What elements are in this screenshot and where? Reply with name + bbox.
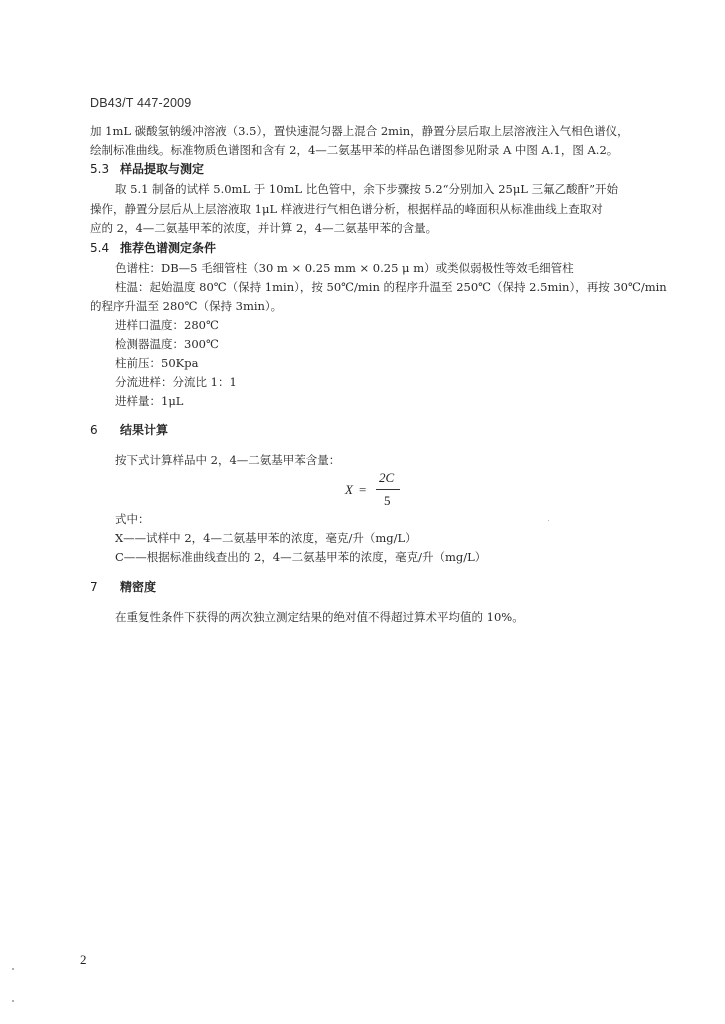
formula-numerator: 2C	[379, 470, 395, 485]
formula-where-label: 式中：	[115, 512, 150, 526]
formula-equals: =	[359, 482, 367, 497]
paragraph-line: 应的 2，4—二氨基甲苯的浓度，并计算 2，4—二氨基甲苯的含量。	[90, 221, 438, 235]
section-number: 6	[90, 423, 98, 437]
section-title: 结果计算	[120, 423, 169, 437]
formula-denominator: 5	[384, 493, 391, 508]
section-number: 5.4	[90, 241, 110, 255]
section-heading-5-3	[90, 163, 204, 175]
section-title: 精密度	[120, 580, 157, 594]
scan-speck	[548, 520, 549, 521]
paragraph-line: 按下式计算样品中 2，4—二氨基甲苯含量：	[115, 453, 341, 467]
paragraph-line: 在重复性条件下获得的两次独立测定结果的绝对值不得超过算术平均值的 10%。	[115, 610, 524, 624]
condition-detector-temp: 检测器温度：300℃	[115, 337, 219, 351]
document-id: DB43/T 447-2009	[90, 96, 192, 110]
formula	[345, 470, 405, 510]
condition-oven-temp: 柱温：起始温度 80℃（保持 1min），按 50℃/min 的程序升温至 250℃（保持 2.5min），再按 30℃/min	[115, 280, 667, 294]
paragraph-line: 绘制标准曲线。标准物质色谱图和含有 2，4—二氨基甲苯的样品色谱图参见附录 A 中图 A.1，图 A.2。	[90, 143, 619, 157]
condition-split: 分流进样：分流比 1：1	[115, 375, 237, 389]
section-title: 样品提取与测定	[120, 162, 205, 176]
fraction-bar	[376, 489, 400, 490]
section-number: 5.3	[90, 162, 110, 176]
section-heading-5-4	[90, 242, 216, 254]
section-number: 7	[90, 580, 98, 594]
condition-column: 色谱柱：DB—5 毛细管柱（30 m × 0.25 mm × 0.25 μ m）或类似弱极性等效毛细管柱	[115, 261, 574, 275]
condition-inlet-temp: 进样口温度：280℃	[115, 318, 219, 332]
section-heading-7	[90, 581, 156, 593]
page-number: 2	[80, 952, 87, 967]
section-title: 推荐色谱测定条件	[120, 241, 217, 255]
paragraph-line: 操作，静置分层后从上层溶液取 1μL 样液进行气相色谱分析，根据样品的峰面积从标准曲线上查取对	[90, 202, 603, 216]
paragraph-line: 取 5.1 制备的试样 5.0mL 于 10mL 比色管中，余下步骤按 5.2“分别加入 25μL 三氟乙酸酐”开始	[115, 182, 618, 196]
scan-speck	[12, 968, 14, 970]
condition-injection-volume: 进样量：1μL	[115, 394, 184, 408]
paragraph-line: 加 1mL 碳酸氢钠缓冲溶液（3.5），置快速混匀器上混合 2min，静置分层后取上层溶液注入气相色谱仪，	[90, 124, 629, 138]
section-heading-6	[90, 424, 168, 436]
condition-column-pressure: 柱前压：50Kpa	[115, 356, 199, 370]
formula-lhs: X	[345, 482, 353, 497]
formula-var-x: X——试样中 2，4—二氨基甲苯的浓度，毫克/升（mg/L）	[115, 531, 417, 545]
formula-var-c: C——根据标准曲线查出的 2，4—二氨基甲苯的浓度，毫克/升（mg/L）	[115, 550, 487, 564]
condition-oven-temp-cont: 的程序升温至 280℃（保持 3min）。	[90, 299, 283, 313]
scan-speck	[12, 1000, 14, 1002]
